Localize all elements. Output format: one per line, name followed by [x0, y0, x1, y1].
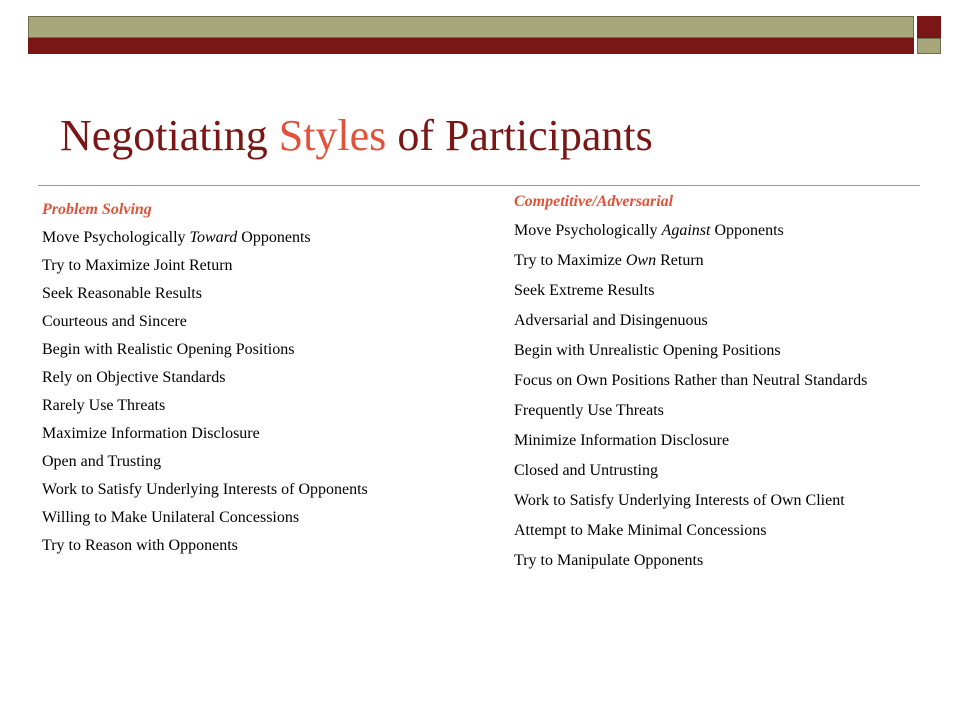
competitive-adversarial-heading: Competitive/Adversarial: [514, 193, 674, 210]
list-item: Try to Maximize Joint Return: [42, 257, 233, 274]
problem-solving-column: [42, 196, 402, 560]
title-divider: [38, 185, 920, 186]
list-item: Move Psychologically Toward Opponents: [42, 229, 311, 246]
competitive-adversarial-column: [514, 188, 914, 576]
list-item: Seek Reasonable Results: [42, 285, 202, 302]
header-corner-block: [917, 16, 941, 54]
list-item: Begin with Unrealistic Opening Positions: [514, 342, 781, 359]
list-item: Rely on Objective Standards: [42, 369, 226, 386]
header-bar-red-stripe: [28, 38, 914, 54]
list-item: Courteous and Sincere: [42, 313, 187, 330]
list-item: Begin with Realistic Opening Positions: [42, 341, 295, 358]
list-item: Frequently Use Threats: [514, 402, 664, 419]
list-item: Try to Maximize Own Return: [514, 252, 704, 269]
list-item: Try to Reason with Opponents: [42, 537, 238, 554]
list-item: Focus on Own Positions Rather than Neutral Standards: [514, 372, 868, 389]
title-part-2: of Participants: [386, 111, 653, 160]
list-item: Move Psychologically Against Opponents: [514, 222, 784, 239]
list-item: Adversarial and Disingenuous: [514, 312, 708, 329]
title-accent-word: Styles: [278, 111, 387, 160]
list-item: Try to Manipulate Opponents: [514, 552, 704, 569]
list-item: Work to Satisfy Underlying Interests of Own Client: [514, 492, 845, 509]
slide-title: [60, 110, 653, 163]
header-decoration-bar: [28, 16, 914, 54]
list-item: Open and Trusting: [42, 453, 162, 470]
problem-solving-heading: Problem Solving: [42, 201, 152, 218]
list-item: Willing to Make Unilateral Concessions: [42, 509, 300, 526]
corner-olive-square: [917, 38, 941, 54]
header-bar-olive-stripe: [28, 16, 914, 38]
list-item: Rarely Use Threats: [42, 397, 166, 414]
list-item: Attempt to Make Minimal Concessions: [514, 522, 767, 539]
list-item: Work to Satisfy Underlying Interests of Opponents: [42, 481, 368, 498]
list-item: Closed and Untrusting: [514, 462, 658, 479]
list-item: Minimize Information Disclosure: [514, 432, 730, 449]
corner-red-square: [917, 16, 941, 38]
list-item: Seek Extreme Results: [514, 282, 655, 299]
list-item: Maximize Information Disclosure: [42, 425, 260, 442]
title-part-1: Negotiating: [60, 111, 279, 160]
